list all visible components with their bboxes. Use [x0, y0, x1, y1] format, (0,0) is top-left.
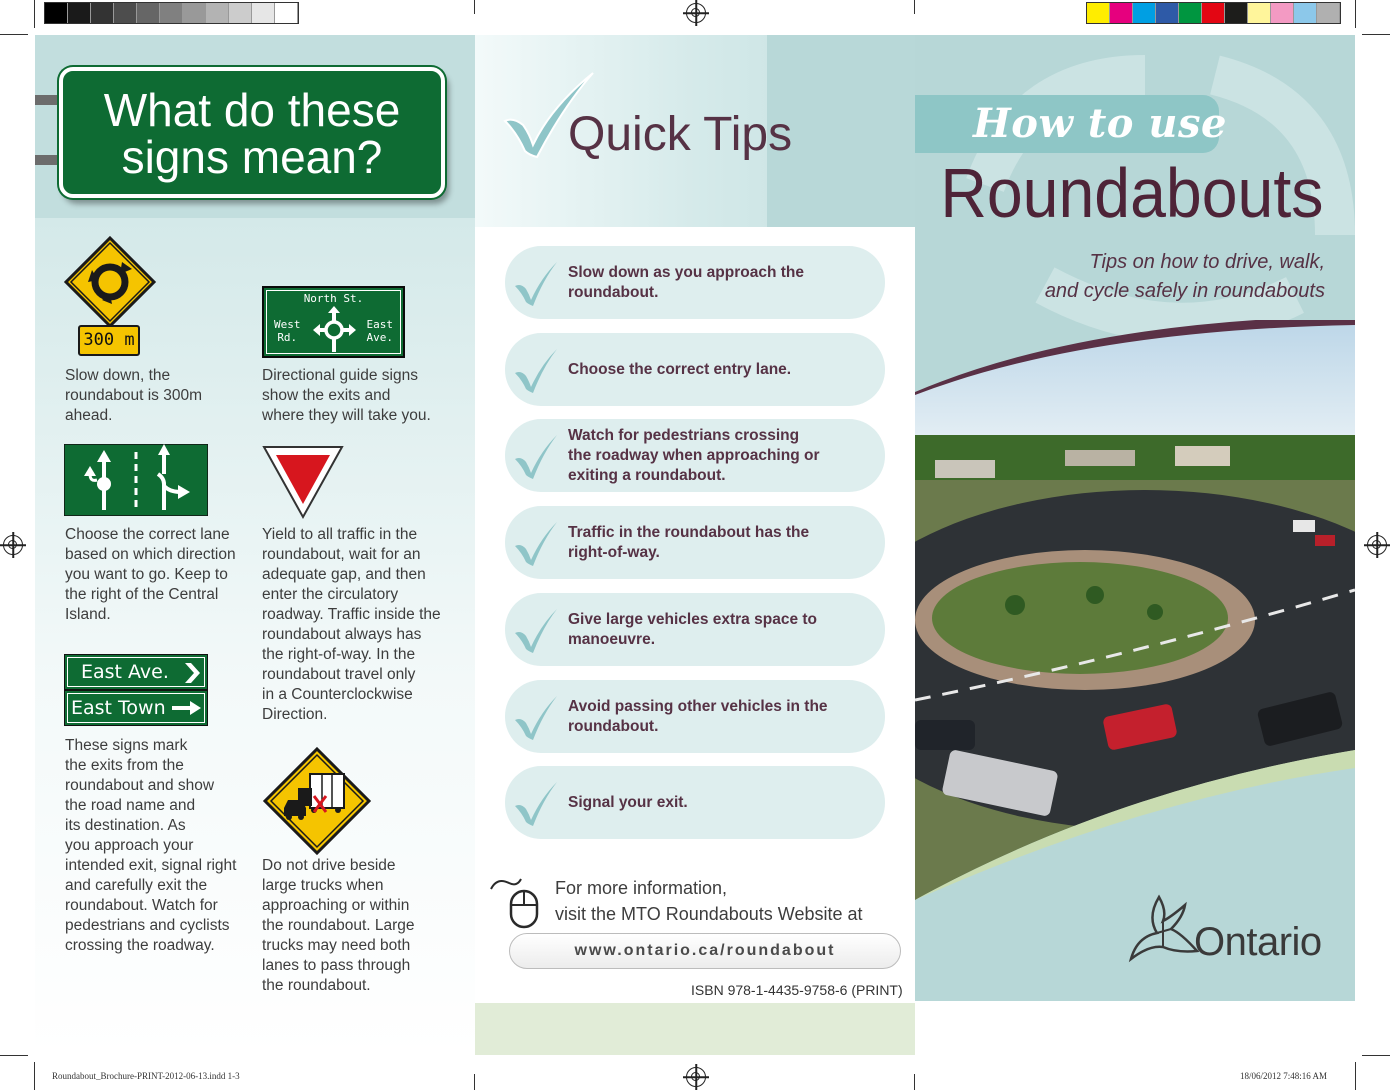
tab-mark: [35, 95, 59, 105]
tip-text: Slow down as you approach the roundabout.: [568, 263, 804, 301]
color-swatch: [1087, 3, 1110, 23]
crop-mark: [1355, 0, 1356, 28]
quick-tips-title: Quick Tips: [568, 108, 793, 161]
crop-mark: [34, 0, 35, 28]
signs-panel: [35, 35, 475, 1055]
heading-line-2: signs mean?: [121, 131, 383, 183]
color-swatch: [1202, 3, 1225, 23]
tip-card: [505, 333, 885, 406]
crop-mark: [1362, 34, 1390, 35]
color-swatch: [1133, 3, 1156, 23]
color-swatch: [114, 3, 137, 23]
ontario-wordmark: Ontario: [1194, 920, 1322, 964]
color-swatch: [1317, 3, 1340, 23]
color-swatch: [1156, 3, 1179, 23]
color-swatch: [160, 3, 183, 23]
exit-street-sign-icon: East Ave.: [64, 654, 208, 690]
color-swatch: [68, 3, 91, 23]
tip-card: [505, 419, 885, 492]
color-swatch: [229, 3, 252, 23]
checkmark-icon: [513, 778, 559, 828]
tip-card: [505, 680, 885, 753]
tip-text: Choose the correct entry lane.: [568, 360, 792, 378]
color-swatch: [1110, 3, 1133, 23]
registration-mark: [1367, 535, 1387, 555]
color-swatch: [275, 3, 298, 23]
how-to-use-label: How to use: [973, 100, 1227, 147]
fold-mark: [914, 1074, 915, 1090]
color-swatch: [1271, 3, 1294, 23]
signs-heading: [59, 67, 445, 198]
file-slug: Roundabout_Brochure-PRINT-2012-06-13.indd 1-3: [52, 1071, 240, 1081]
registration-mark: [686, 1067, 706, 1087]
ontario-trillium-logo-icon: [1127, 893, 1199, 965]
grayscale-color-bar: [44, 2, 299, 24]
cover-subtitle-line-2: and cycle safely in roundabouts: [1044, 280, 1325, 302]
tip-text: Signal your exit.: [568, 793, 688, 811]
tip-text: Give large vehicles extra space to manoeuvre.: [568, 610, 817, 648]
sign-description: Do not drive beside large trucks when approaching or within the roundabout. Large trucks may need both lanes to pass through the roundabout.: [262, 857, 415, 994]
quick-tips-panel: [475, 35, 915, 1055]
computer-mouse-icon: [489, 873, 547, 929]
lane-designation-sign-icon: [64, 444, 208, 516]
checkmark-icon: [513, 345, 559, 395]
heading-line-1: What do these: [103, 84, 401, 136]
color-swatch: [45, 3, 68, 23]
file-timestamp: 18/06/2012 7:48:16 AM: [1240, 1071, 1328, 1081]
crop-mark: [0, 34, 28, 35]
more-info-line-2: visit the MTO Roundabouts Website at: [555, 904, 863, 924]
registration-mark: [686, 3, 706, 23]
tip-card: [505, 766, 885, 839]
tip-card: [505, 593, 885, 666]
crop-mark: [1362, 1055, 1390, 1056]
cover-title: Roundabouts: [939, 154, 1323, 232]
cover-panel: [915, 35, 1355, 1001]
checkmark-icon: [513, 518, 559, 568]
checkmark-icon: [513, 692, 559, 742]
tip-card: [505, 246, 885, 319]
sign-description: Choose the correct lane based on which direction you want to go. Keep to the right of the Central Island.: [65, 526, 236, 623]
color-swatch: [1179, 3, 1202, 23]
fold-mark: [914, 0, 915, 14]
yield-sign-icon: [261, 444, 345, 520]
cover-subtitle-line-1: Tips on how to drive, walk,: [1089, 251, 1325, 273]
tip-text: Watch for pedestrians crossing the roadway when approaching or exiting a roundabout.: [568, 426, 820, 484]
roundabout-warning-sign-icon: [64, 236, 156, 328]
crop-mark: [0, 1055, 28, 1056]
isbn-number: ISBN 978-1-4435-9758-6 (PRINT): [691, 982, 903, 998]
color-swatch: [91, 3, 114, 23]
sign-description: These signs mark the exits from the roundabout and show the road name and its destination. As you approach your intended exit, signal right and carefully exit the roundabout. Watch for pedestrians and cyclists crossing the roadway.: [65, 737, 237, 954]
registration-mark: [3, 535, 23, 555]
checkmark-icon: [513, 431, 559, 481]
color-swatch: [1294, 3, 1317, 23]
sign-description: Yield to all traffic in the roundabout, wait for an adequate gap, and then enter the circulatory roadway. Traffic inside the roundabout always has the right-of-way. In the roundabout travel only in a Counterclockwise Direction.: [262, 526, 441, 723]
directional-guide-sign-icon: North St. West Rd. East Ave.: [262, 286, 405, 358]
color-swatch: [1225, 3, 1248, 23]
tip-text: Avoid passing other vehicles in the roundabout.: [568, 697, 828, 735]
roundabout-aerial-photo-icon: [915, 320, 1355, 900]
tab-mark: [35, 155, 59, 165]
distance-plate: 300 m: [78, 325, 140, 356]
crop-mark: [34, 1062, 35, 1090]
fold-mark: [474, 1074, 475, 1090]
checkmark-icon: [513, 605, 559, 655]
sign-description: Directional guide signs show the exits and where they will take you.: [262, 367, 431, 424]
color-swatch: [183, 3, 206, 23]
crop-mark: [1355, 1062, 1356, 1090]
color-swatch: [206, 3, 229, 23]
truck-warning-sign-icon: [262, 746, 372, 856]
exit-destination-sign-icon: East Town: [64, 690, 208, 726]
process-color-bar: [1086, 2, 1341, 24]
website-url-link[interactable]: www.ontario.ca/roundabout: [509, 933, 901, 969]
sign-description: Slow down, the roundabout is 300m ahead.: [65, 367, 203, 424]
tip-card: [505, 506, 885, 579]
color-swatch: [1248, 3, 1271, 23]
more-info-line-1: For more information,: [555, 878, 728, 898]
color-swatch: [137, 3, 160, 23]
checkmark-icon: [513, 258, 559, 308]
tip-text: Traffic in the roundabout has the right-of-way.: [568, 523, 810, 561]
fold-mark: [474, 0, 475, 14]
color-swatch: [252, 3, 275, 23]
